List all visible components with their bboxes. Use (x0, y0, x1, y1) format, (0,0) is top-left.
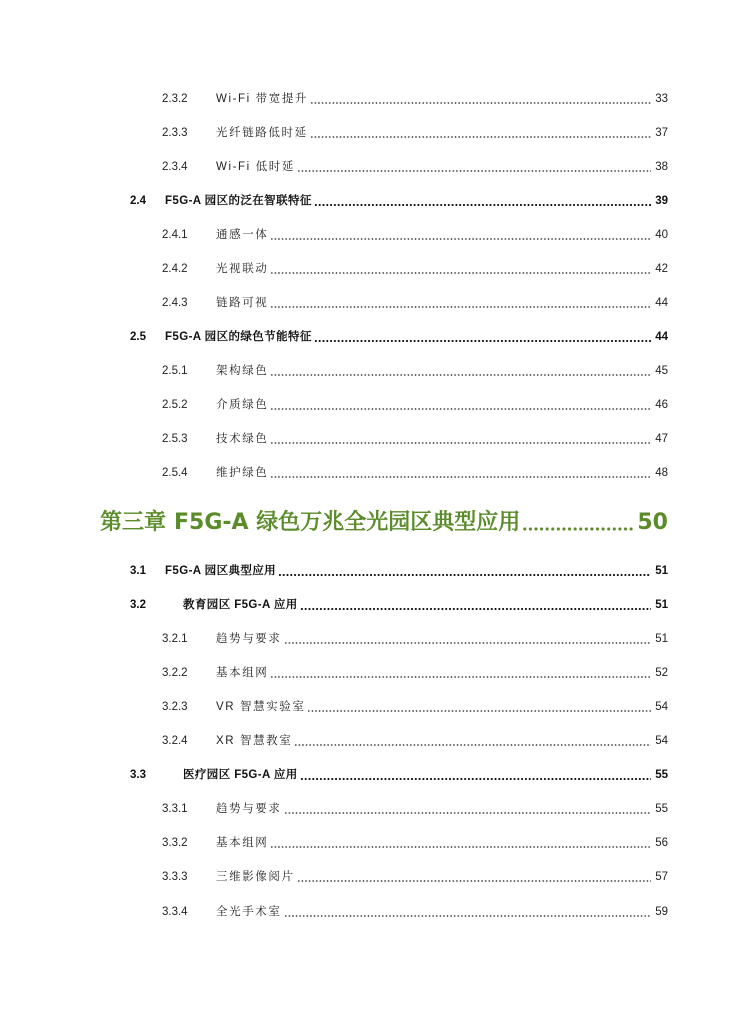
entry-title: 维护绿色 (216, 467, 269, 479)
entry-number: 2.4.1 (162, 229, 188, 241)
entry-title: 医疗园区 F5G-A 应用 (183, 769, 298, 781)
entry-number: 3.2.2 (162, 667, 188, 679)
page-number: 38 (655, 161, 668, 173)
entry-title: 链路可视 (216, 297, 269, 309)
page-number: 39 (655, 195, 668, 207)
toc-entry-2-5-4[interactable] (162, 463, 668, 483)
page-number: 52 (655, 667, 668, 679)
toc-entry-2-5-1[interactable] (162, 361, 668, 381)
entry-number: 2.3.3 (162, 127, 188, 139)
entry-number: 3.3.2 (162, 837, 188, 849)
entry-number: 2.4 (130, 195, 146, 207)
entry-number: 3.2.3 (162, 701, 188, 713)
dot-leader (310, 102, 651, 104)
entry-title: 架构绿色 (216, 365, 269, 377)
page-number: 47 (655, 433, 668, 445)
entry-title: 教育园区 F5G-A 应用 (183, 599, 298, 611)
entry-number: 3.3 (130, 769, 146, 781)
page-number: 45 (655, 365, 668, 377)
page-number: 44 (655, 331, 668, 343)
page-number: 54 (655, 701, 668, 713)
dot-leader (314, 340, 651, 342)
entry-number: 3.2.1 (162, 633, 188, 645)
page-number: 33 (655, 93, 668, 105)
dot-leader (284, 915, 652, 917)
page-number: 56 (655, 837, 668, 849)
entry-title: 基本组网 (216, 667, 269, 679)
dot-leader (284, 812, 652, 814)
entry-title: 通感一体 (216, 229, 269, 241)
entry-title: 介质绿色 (216, 399, 269, 411)
dot-leader (522, 527, 635, 531)
entry-title: Wi-Fi 带宽提升 (216, 93, 309, 105)
entry-title: F5G-A 园区的绿色节能特征 (165, 331, 312, 343)
entry-number: 2.3.4 (162, 161, 188, 173)
dot-leader (307, 710, 651, 712)
entry-number: 3.2 (130, 599, 146, 611)
toc-entry-3-3-4[interactable] (162, 902, 668, 922)
dot-leader (270, 846, 651, 848)
toc-entry-3-3[interactable] (130, 765, 668, 785)
entry-title: 基本组网 (216, 837, 269, 849)
entry-title: F5G-A 园区典型应用 (165, 565, 277, 577)
entry-title: 光视联动 (216, 263, 269, 275)
entry-number: 3.3.3 (162, 871, 188, 883)
entry-title: 趋势与要求 (216, 803, 282, 815)
toc-entry-2-3-2[interactable] (162, 89, 668, 109)
dot-leader (270, 408, 651, 410)
entry-title: VR 智慧实验室 (216, 701, 306, 713)
dot-leader (270, 238, 651, 240)
page-number: 54 (655, 735, 668, 747)
chapter-title: F5G-A 绿色万兆全光园区典型应用 (174, 510, 521, 535)
entry-number: 2.5.3 (162, 433, 188, 445)
entry-number: 3.3.1 (162, 803, 188, 815)
dot-leader (294, 744, 651, 746)
page-number: 40 (655, 229, 668, 241)
dot-leader (314, 204, 651, 206)
dot-leader (297, 170, 651, 172)
toc-entry-2-5-3[interactable] (162, 429, 668, 449)
page-number: 57 (655, 871, 668, 883)
dot-leader (270, 476, 651, 478)
page-number: 51 (655, 633, 668, 645)
entry-number: 3.1 (130, 565, 146, 577)
page-number: 51 (655, 599, 668, 611)
entry-number: 2.5.2 (162, 399, 188, 411)
entry-number: 2.3.2 (162, 93, 188, 105)
entry-title: 光纤链路低时延 (216, 127, 308, 139)
toc-entry-3-3-3[interactable] (162, 867, 668, 887)
entry-number: 2.4.2 (162, 263, 188, 275)
toc-entry-3-2-2[interactable] (162, 663, 668, 683)
page-number: 48 (655, 467, 668, 479)
toc-entry-2-4-1[interactable] (162, 225, 668, 245)
page-number: 44 (655, 297, 668, 309)
dot-leader (297, 880, 652, 882)
entry-number: 2.5 (130, 331, 146, 343)
toc-entry-3-3-2[interactable] (162, 833, 668, 853)
dot-leader (310, 136, 652, 138)
page-number: 55 (655, 803, 668, 815)
entry-number: 2.5.4 (162, 467, 188, 479)
entry-number: 3.3.4 (162, 906, 188, 918)
page-number: 42 (655, 263, 668, 275)
page-number: 37 (655, 127, 668, 139)
toc-entry-2-4-3[interactable] (162, 293, 668, 313)
entry-number: 2.4.3 (162, 297, 188, 309)
entry-title: 全光手术室 (216, 906, 282, 918)
entry-title: F5G-A 园区的泛在智联特征 (165, 195, 312, 207)
toc-entry-3-2-4[interactable] (162, 731, 668, 751)
dot-leader (300, 778, 652, 780)
toc-entry-2-5[interactable] (130, 327, 668, 347)
entry-title: 趋势与要求 (216, 633, 282, 645)
toc-entry-2-5-2[interactable] (162, 395, 668, 415)
toc-entry-2-4-2[interactable] (162, 259, 668, 279)
toc-entry-2-3-4[interactable] (162, 157, 668, 177)
entry-number: 2.5.1 (162, 365, 188, 377)
entry-title: Wi-Fi 低时延 (216, 161, 295, 173)
toc-entry-3-2-1[interactable] (162, 629, 668, 649)
dot-leader (270, 306, 651, 308)
entry-title: 三维影像阅片 (216, 871, 295, 883)
dot-leader (270, 442, 651, 444)
toc-entry-2-3-3[interactable] (162, 123, 668, 143)
dot-leader (278, 574, 651, 576)
toc-entry-3-2-3[interactable] (162, 697, 668, 717)
dot-leader (270, 272, 651, 274)
toc-entry-3-3-1[interactable] (162, 799, 668, 819)
page-number: 59 (655, 906, 668, 918)
dot-leader (270, 374, 651, 376)
chapter-number: 第三章 (100, 510, 167, 535)
toc-entry-3-1[interactable] (130, 561, 668, 581)
entry-title: 技术绿色 (216, 433, 269, 445)
toc-chapter-3[interactable] (100, 508, 668, 538)
page-number: 50 (637, 510, 668, 535)
page-number: 51 (655, 565, 668, 577)
dot-leader (270, 676, 651, 678)
entry-title: XR 智慧教室 (216, 735, 293, 747)
toc-entry-3-2[interactable] (130, 595, 668, 615)
page-number: 46 (655, 399, 668, 411)
entry-number: 3.2.4 (162, 735, 188, 747)
dot-leader (284, 642, 652, 644)
toc-entry-2-4[interactable] (130, 191, 668, 211)
page-number: 55 (655, 769, 668, 781)
dot-leader (300, 608, 652, 610)
